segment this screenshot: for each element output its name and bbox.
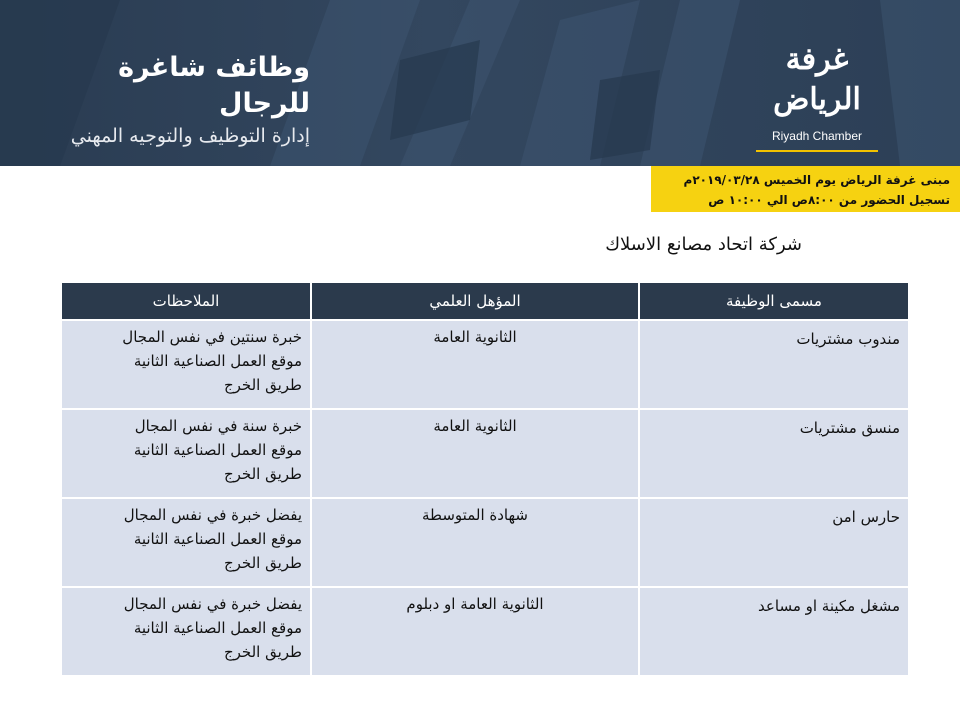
note-line: طريق الخرج xyxy=(223,376,302,394)
header-qualification: المؤهل العلمي xyxy=(312,283,638,319)
event-notice xyxy=(651,166,960,212)
notice-line-2: تسجيل الحضور من ٨:٠٠ص الي ١٠:٠٠ ص xyxy=(708,193,950,207)
note-line: موقع العمل الصناعية الثانية xyxy=(133,441,302,459)
logo-english-text: Riyadh Chamber xyxy=(771,129,863,143)
job-title-cell: منسق مشتريات xyxy=(640,410,908,497)
note-line: طريق الخرج xyxy=(223,554,302,572)
note-line: يفضل خبرة في نفس المجال xyxy=(123,595,302,613)
header-notes: الملاحظات xyxy=(62,283,310,319)
banner-title-block xyxy=(50,50,310,150)
banner-title: وظائف شاغرة للرجال xyxy=(118,52,310,119)
qualification-cell: الثانوية العامة او دبلوم xyxy=(312,588,638,675)
table-row xyxy=(62,499,908,586)
table-header-row xyxy=(62,283,908,319)
table-row xyxy=(62,410,908,497)
riyadh-chamber-logo xyxy=(752,40,882,143)
qualification-cell: الثانوية العامة xyxy=(312,321,638,408)
table-row xyxy=(62,321,908,408)
note-line: موقع العمل الصناعية الثانية xyxy=(133,352,302,370)
header-banner xyxy=(0,0,960,166)
note-line: طريق الخرج xyxy=(223,465,302,483)
qualification-cell: الثانوية العامة xyxy=(312,410,638,497)
note-line: طريق الخرج xyxy=(223,643,302,661)
notes-cell xyxy=(62,499,310,586)
company-name: شركة اتحاد مصانع الاسلاك xyxy=(605,234,802,255)
job-title-cell: حارس امن xyxy=(640,499,908,586)
table-row xyxy=(62,588,908,675)
notice-line-1: مبنى غرفة الرياض يوم الخميس ٢٠١٩/٠٣/٢٨م xyxy=(683,173,950,187)
qualification-cell: شهادة المتوسطة xyxy=(312,499,638,586)
note-line: خبرة سنتين في نفس المجال xyxy=(122,328,302,346)
header-job-title: مسمى الوظيفة xyxy=(640,283,908,319)
notes-cell xyxy=(62,410,310,497)
note-line: خبرة سنة في نفس المجال xyxy=(134,417,302,435)
job-title-cell: مشغل مكينة او مساعد xyxy=(640,588,908,675)
note-line: موقع العمل الصناعية الثانية xyxy=(133,619,302,637)
notes-cell xyxy=(62,321,310,408)
logo-underline xyxy=(756,150,878,152)
logo-arabic-text: غرفة الرياض xyxy=(773,42,861,117)
note-line: يفضل خبرة في نفس المجال xyxy=(123,506,302,524)
note-line: موقع العمل الصناعية الثانية xyxy=(133,530,302,548)
notes-cell xyxy=(62,588,310,675)
banner-subtitle: إدارة التوظيف والتوجيه المهني xyxy=(70,125,310,147)
jobs-table xyxy=(60,281,910,677)
job-title-cell: مندوب مشتريات xyxy=(640,321,908,408)
